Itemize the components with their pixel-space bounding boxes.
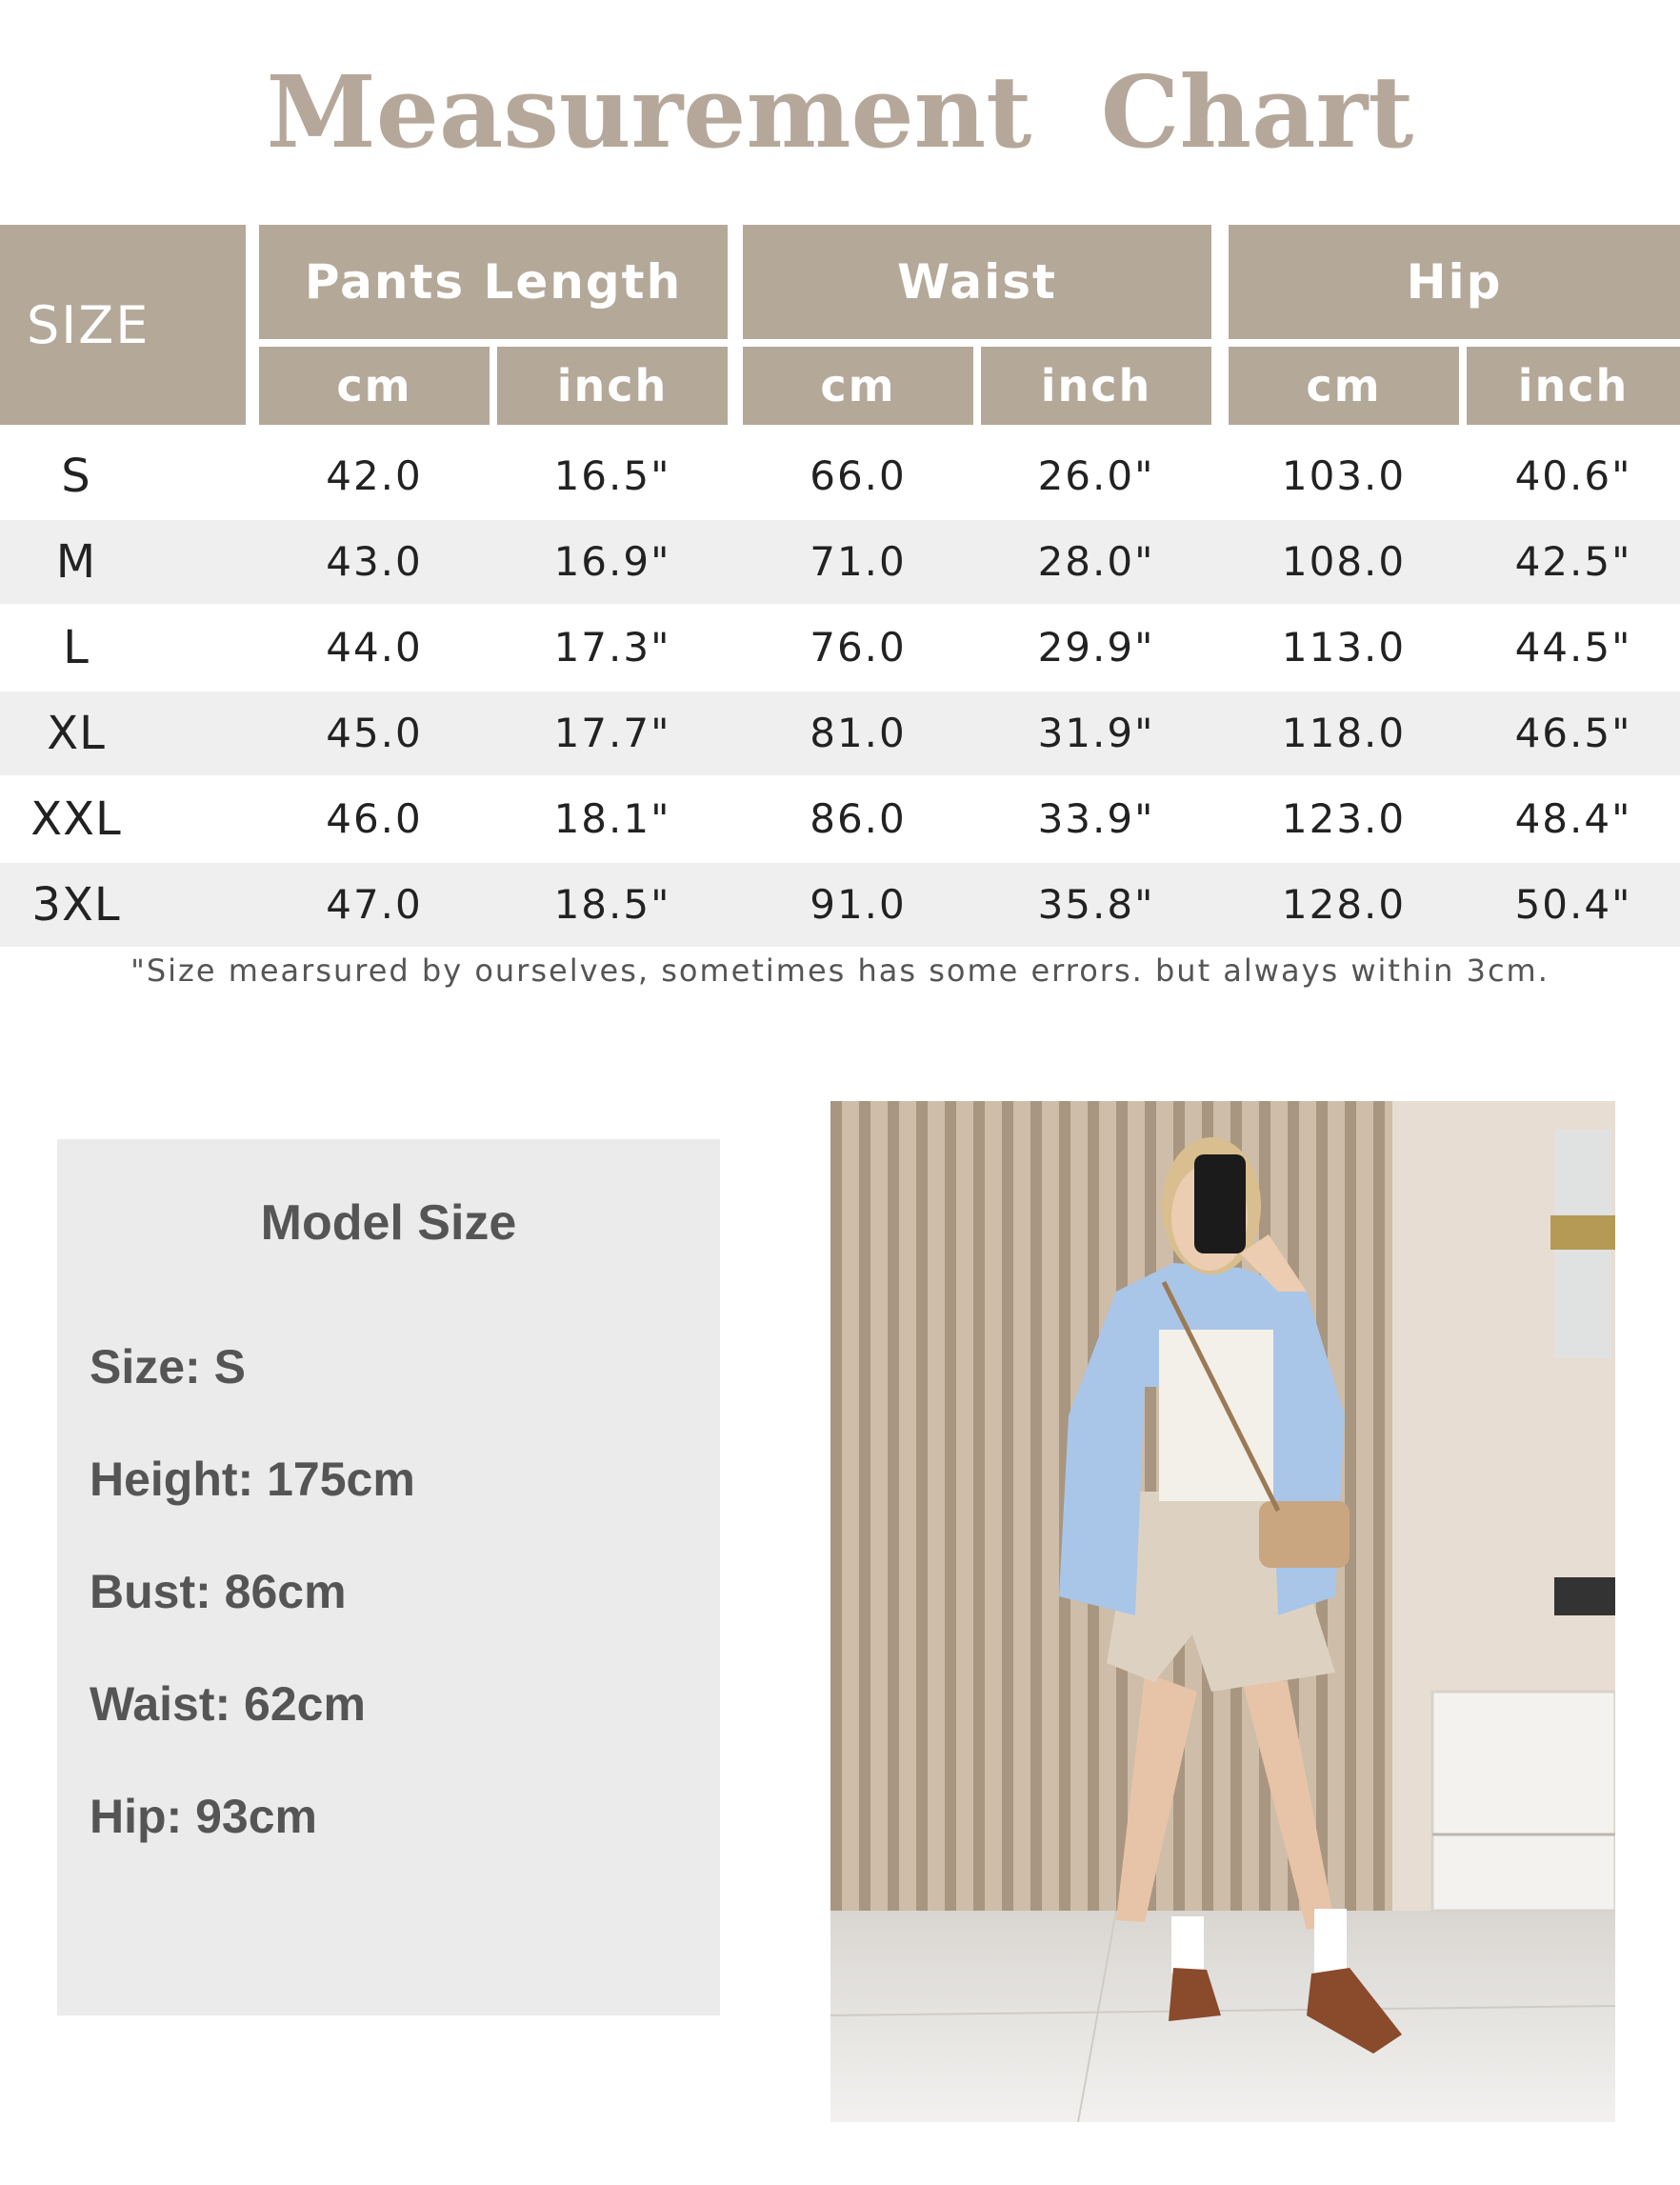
group-header-hip: Hip bbox=[1229, 225, 1680, 339]
hip-inch-cell: 44.5" bbox=[1514, 624, 1632, 671]
unit-header-waist-cm: cm bbox=[743, 347, 973, 425]
table-row-m bbox=[0, 520, 1680, 604]
pants-cm-cell: 44.0 bbox=[326, 624, 423, 671]
unit-header-pants-cm: cm bbox=[259, 347, 490, 425]
waist-cm-cell: 76.0 bbox=[810, 624, 907, 671]
pants-inch-cell: 17.7" bbox=[553, 710, 671, 756]
waist-inch-cell: 29.9" bbox=[1037, 624, 1155, 671]
size-cell: L bbox=[63, 621, 90, 674]
hip-cm-cell: 113.0 bbox=[1281, 624, 1407, 671]
size-cell: XL bbox=[47, 707, 106, 760]
table-row-s bbox=[0, 434, 1680, 518]
model-photo-illustration bbox=[830, 1101, 1615, 2122]
pants-cm-cell: 42.0 bbox=[326, 452, 423, 499]
waist-inch-cell: 26.0" bbox=[1037, 452, 1155, 499]
table-row-3xl bbox=[0, 863, 1680, 947]
unit-header-waist-inch: inch bbox=[981, 347, 1211, 425]
hip-inch-cell: 50.4" bbox=[1514, 881, 1632, 928]
pants-inch-cell: 16.5" bbox=[553, 452, 671, 499]
hip-inch-cell: 40.6" bbox=[1514, 452, 1632, 499]
waist-cm-cell: 81.0 bbox=[810, 710, 907, 756]
pants-inch-cell: 17.3" bbox=[553, 624, 671, 671]
size-cell: XXL bbox=[30, 792, 122, 846]
table-row-l bbox=[0, 606, 1680, 690]
waist-cm-cell: 86.0 bbox=[810, 795, 907, 842]
hip-cm-cell: 103.0 bbox=[1281, 452, 1407, 499]
hip-inch-cell: 46.5" bbox=[1514, 710, 1632, 756]
pants-inch-cell: 18.5" bbox=[553, 881, 671, 928]
pants-cm-cell: 46.0 bbox=[326, 795, 423, 842]
model-photo bbox=[830, 1101, 1615, 2122]
hip-cm-cell: 128.0 bbox=[1281, 881, 1407, 928]
unit-header-hip-cm: cm bbox=[1229, 347, 1459, 425]
table-row-xxl bbox=[0, 777, 1680, 861]
waist-inch-cell: 28.0" bbox=[1037, 538, 1155, 585]
page-title: Measurement Chart bbox=[266, 53, 1414, 170]
size-cell: S bbox=[61, 450, 91, 503]
hip-cm-cell: 108.0 bbox=[1281, 538, 1407, 585]
pants-cm-cell: 45.0 bbox=[326, 710, 423, 756]
pants-inch-cell: 18.1" bbox=[553, 795, 671, 842]
model-bust-line: Bust: 86cm bbox=[90, 1565, 347, 1618]
waist-cm-cell: 66.0 bbox=[810, 452, 907, 499]
waist-cm-cell: 91.0 bbox=[810, 881, 907, 928]
unit-header-pants-inch: inch bbox=[497, 347, 728, 425]
measurement-note: "Size mearsured by ourselves, sometimes has some errors. but always within 3cm. bbox=[130, 952, 1550, 989]
pants-cm-cell: 47.0 bbox=[326, 881, 423, 928]
table-row-xl bbox=[0, 692, 1680, 775]
group-header-waist: Waist bbox=[743, 225, 1211, 339]
model-size-title: Model Size bbox=[260, 1195, 517, 1251]
waist-inch-cell: 33.9" bbox=[1037, 795, 1155, 842]
pants-inch-cell: 16.9" bbox=[553, 538, 671, 585]
waist-inch-cell: 35.8" bbox=[1037, 881, 1155, 928]
model-size-line: Size: S bbox=[90, 1340, 246, 1393]
model-height-line: Height: 175cm bbox=[90, 1453, 415, 1506]
hip-inch-cell: 48.4" bbox=[1514, 795, 1632, 842]
hip-cm-cell: 123.0 bbox=[1281, 795, 1407, 842]
group-header-pants-length: Pants Length bbox=[259, 225, 728, 339]
size-cell: 3XL bbox=[31, 878, 121, 932]
model-size-panel bbox=[57, 1139, 720, 2015]
model-waist-line: Waist: 62cm bbox=[90, 1677, 366, 1731]
model-hip-line: Hip: 93cm bbox=[90, 1790, 317, 1843]
size-cell: M bbox=[55, 535, 97, 589]
hip-inch-cell: 42.5" bbox=[1514, 538, 1632, 585]
size-header: SIZE bbox=[0, 225, 246, 425]
unit-header-hip-inch: inch bbox=[1467, 347, 1680, 425]
waist-inch-cell: 31.9" bbox=[1037, 710, 1155, 756]
hip-cm-cell: 118.0 bbox=[1281, 710, 1407, 756]
waist-cm-cell: 71.0 bbox=[810, 538, 907, 585]
pants-cm-cell: 43.0 bbox=[326, 538, 423, 585]
